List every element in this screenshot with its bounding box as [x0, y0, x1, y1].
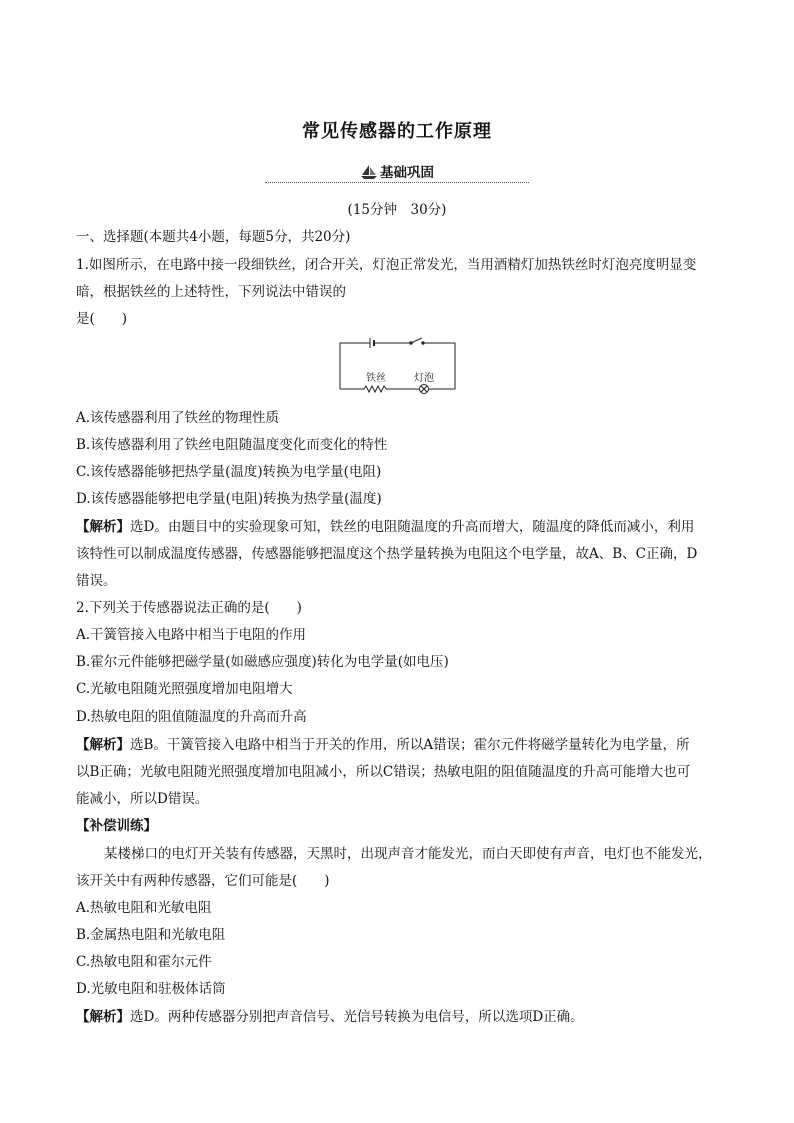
q2-option-b: B.霍尔元件能够把磁学量(如磁感应强度)转化为电学量(如电压): [76, 654, 449, 670]
supplement-stem-line: 某楼梯口的电灯开关装有传感器，天黑时，出现声音才能发光，而白天即使有声音，电灯也不能发光，: [104, 846, 712, 862]
q1-option-d: D.该传感器能够把电学量(电阻)转换为热学量(温度): [76, 491, 382, 507]
q1-analysis-line: 【解析】选D。由题目中的实验现象可知，铁丝的电阻随温度的升高而增大，随温度的降低而减小，利用: [76, 519, 695, 535]
q1-stem-line: 1.如图所示，在电路中接一段细铁丝，闭合开关，灯泡正常发光，当用酒精灯加热铁丝时灯泡亮度明显变: [76, 257, 697, 273]
section-banner: [265, 158, 529, 183]
q2-option-c: C.光敏电阻随光照强度增加电阻增大: [76, 681, 293, 697]
q1-analysis-line: 该特性可以制成温度传感器，传感器能够把温度这个热学量转换为电阻这个电学量，故A、B、C正确，D: [76, 546, 698, 562]
q2-option-a: A.干簧管接入电路中相当于电阻的作用: [76, 627, 307, 643]
q2-analysis-line: 【解析】选B。干簧管接入电路中相当于开关的作用，所以A错误；霍尔元件将磁学量转化为电学量，所: [76, 737, 690, 753]
part-heading: 一、选择题(本题共4小题，每题5分，共20分): [76, 229, 351, 245]
q2-analysis-line: 以B正确；光敏电阻随光照强度增加电阻减小，所以C错误；热敏电阻的阻值随温度的升高可能增大也可: [76, 764, 691, 780]
supplement-tag: 【补偿训练】: [76, 818, 157, 834]
sailboat-icon: [360, 164, 378, 180]
analysis-tag: 【解析】: [76, 1009, 130, 1025]
q1-stem-line: 是( ): [76, 311, 128, 327]
circuit-figure: [338, 337, 458, 399]
q1-option-c: C.该传感器能够把热学量(温度)转换为电学量(电阻): [76, 464, 382, 480]
supplement-option-c: C.热敏电阻和霍尔元件: [76, 954, 212, 970]
q1-option-b: B.该传感器利用了铁丝电阻随温度变化而变化的特性: [76, 437, 388, 453]
analysis-tag: 【解析】: [76, 737, 130, 753]
q2-stem: 2.下列关于传感器说法正确的是( ): [76, 600, 302, 616]
supplement-option-d: D.光敏电阻和驻极体话筒: [76, 981, 226, 997]
time-score: (15分钟 30分): [347, 202, 447, 218]
bulb-label: 灯泡: [414, 373, 434, 384]
q2-option-d: D.热敏电阻的阻值随温度的升高而升高: [76, 709, 307, 725]
supplement-analysis-line: 【解析】选D。两种传感器分别把声音信号、光信号转换为电信号，所以选项D正确。: [76, 1009, 584, 1025]
page-title: 常见传感器的工作原理: [302, 121, 492, 142]
q2-analysis-line: 能减小，所以D错误。: [76, 791, 209, 807]
supplement-option-a: A.热敏电阻和光敏电阻: [76, 900, 212, 916]
q1-analysis-line: 错误。: [76, 573, 117, 589]
q1-stem-line: 暗，根据铁丝的上述特性，下列说法中错误的: [76, 284, 346, 300]
supplement-stem-line: 该开关中有两种传感器，它们可能是( ): [76, 873, 330, 889]
analysis-tag: 【解析】: [76, 519, 130, 535]
wire-label: 铁丝: [366, 373, 386, 384]
circuit-diagram: [338, 337, 458, 395]
q1-option-a: A.该传感器利用了铁丝的物理性质: [76, 410, 280, 426]
section-label: 基础巩固: [380, 165, 434, 181]
supplement-option-b: B.金属热电阻和光敏电阻: [76, 927, 226, 943]
